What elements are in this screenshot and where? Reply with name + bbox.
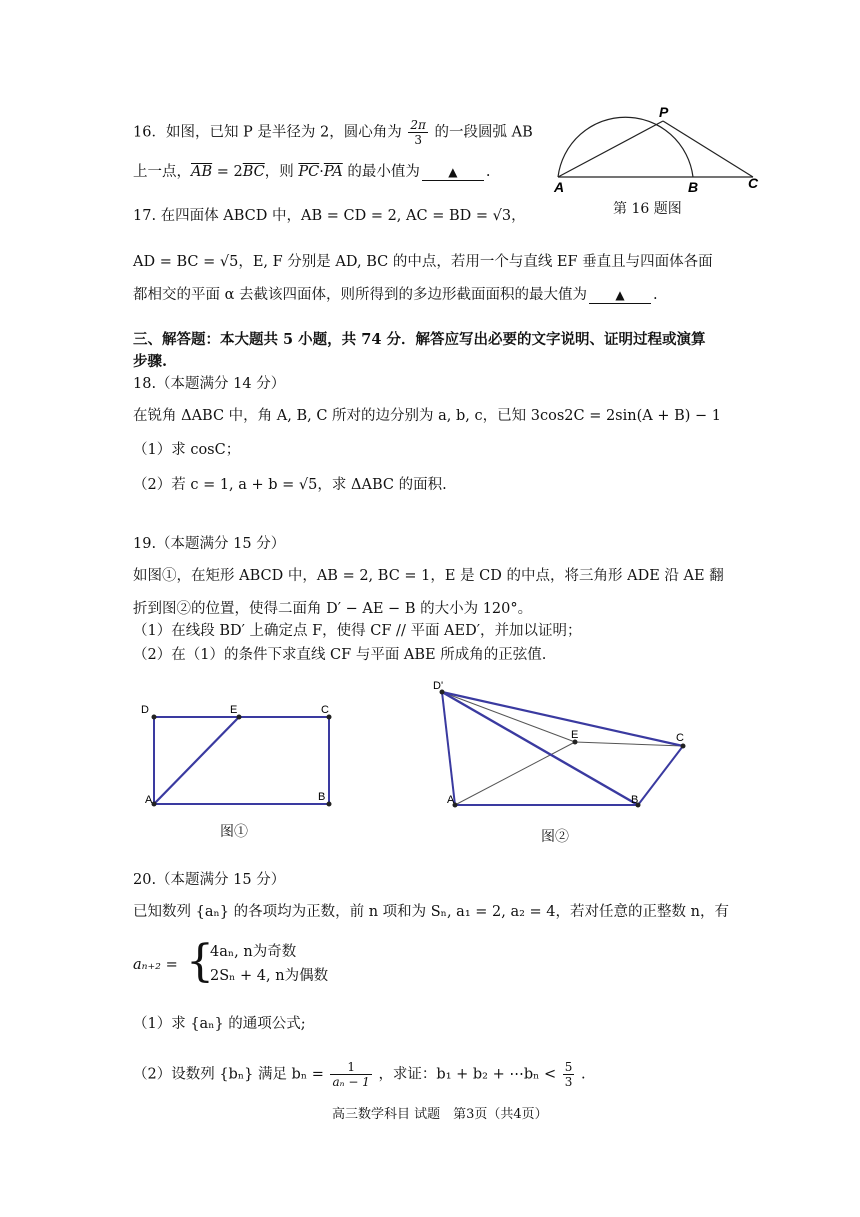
- fig2-label-d: D': [433, 680, 444, 692]
- fig1-label-e: E: [230, 704, 238, 716]
- q16-vec-pa: $\overline{PA}$: [323, 164, 343, 180]
- q16-vec-bc: $\overline{BC}$: [242, 164, 265, 180]
- q16-vec-pc: $\overline{PC}$: [298, 164, 320, 180]
- fig2-label-b: B: [631, 794, 639, 806]
- fig1-label-b: B: [318, 791, 326, 803]
- q17-answer-blank: ▲: [589, 287, 651, 304]
- fig2-seg-dc: [442, 692, 683, 746]
- fig1-rectangle-abcd: [154, 717, 329, 804]
- q19-line2: 折到图②的位置，使得二面角 D′ − AE − B 的大小为 120°。: [133, 601, 533, 617]
- fig1-seg-ae: [154, 717, 239, 804]
- q20-r-fraction: [563, 1060, 575, 1089]
- figure-19-2: [425, 675, 700, 820]
- q19-line1: 如图①，在矩形 ABCD 中，AB = 2, BC = 1，E 是 CD 的中点，将三角形 ADE 沿 AE 翻: [133, 568, 724, 584]
- q16-frac-num: 2π: [410, 118, 426, 132]
- q20-case1: 4aₙ, n为奇数: [210, 944, 297, 960]
- q16-line1: [133, 118, 533, 147]
- q18-line1: 在锐角 ΔABC 中，角 A, B, C 所对的边分别为 a, b, c，已知 3cos2C = 2sin(A + B) − 1: [133, 408, 722, 424]
- q20-b-num: 1: [330, 1060, 371, 1075]
- fig2-seg-db: [442, 692, 638, 805]
- section3-heading-line1: 三、解答题：本大题共 5 小题，共 74 分．解答应写出必要的文字说明、证明过程或演算: [133, 331, 706, 348]
- fig16-caption: 第 16 题图: [613, 201, 682, 217]
- fig2-caption: 图②: [541, 829, 569, 845]
- q19-part1: （1）在线段 BD′ 上确定点 F，使得 CF // 平面 AED′，并加以证明；: [133, 623, 582, 639]
- fig16-label-p: P: [659, 104, 669, 120]
- fig16-label-c: C: [748, 175, 759, 191]
- fig2-point-c: [681, 744, 686, 749]
- fig2-label-c: C: [676, 732, 684, 744]
- fig16-seg-pc: [663, 121, 753, 177]
- fig16-label-a: A: [554, 179, 565, 194]
- fig2-seg-da: [442, 692, 455, 805]
- q16-line2-a: 上一点，: [133, 164, 191, 180]
- q16-answer-blank: ▲: [422, 164, 484, 181]
- q19-part2: （2）在（1）的条件下求直线 CF 与平面 ABE 所成角的正弦值.: [133, 647, 547, 663]
- fig2-label-e: E: [571, 729, 579, 741]
- fig2-seg-ae: [455, 742, 575, 805]
- q16-line1-tail: 的一段圆弧 AB: [434, 124, 533, 141]
- q17-line2: AD = BC = √5，E, F 分别是 AD, BC 的中点，若用一个与直线 EF 垂直且与四面体各面: [133, 254, 713, 270]
- q20-part2-c: .: [581, 1066, 586, 1083]
- q20-r-den: 3: [564, 1075, 573, 1089]
- q20-line1: 已知数列 {aₙ} 的各项均为正数，前 n 项和为 Sₙ, a₁ = 2, a₂ = 4，若对任意的正整数 n，有: [133, 904, 729, 920]
- fig16-label-b: B: [688, 179, 699, 194]
- fig1-label-c: C: [321, 704, 329, 716]
- fig1-point-b: [327, 802, 332, 807]
- q20-heading: 20.（本题满分 15 分）: [133, 872, 286, 888]
- fig1-point-d: [152, 715, 157, 720]
- q17-line1: 17. 在四面体 ABCD 中，AB = CD = 2, AC = BD = √3，: [133, 208, 526, 224]
- q16-fraction: [408, 118, 428, 147]
- q17-line3-text: 都相交的平面 α 去截该四面体，则所得到的多边形截面面积的最大值为: [133, 287, 588, 303]
- fig1-label-a: A: [145, 794, 153, 806]
- q17-line3: [133, 285, 658, 305]
- q20-b-fraction: [330, 1060, 371, 1089]
- q16-dot: ·: [319, 164, 324, 180]
- q17-period: .: [653, 287, 658, 303]
- q20-case2: 2Sₙ + 4, n为偶数: [210, 968, 329, 984]
- q18-part1: （1）求 cosC；: [133, 442, 241, 458]
- q16-eq: = 2: [212, 164, 243, 180]
- q20-b-den: aₙ − 1: [332, 1075, 370, 1089]
- fig1-label-d: D: [141, 704, 149, 716]
- q20-part2-b: ，求证：b₁ + b₂ + ⋯bₙ <: [378, 1066, 557, 1083]
- section3-heading-line2: 步骤.: [133, 353, 168, 370]
- q16-frac-den: 3: [414, 133, 422, 147]
- q16-period: .: [485, 164, 491, 180]
- q18-part2: （2）若 c = 1, a + b = √5，求 ΔABC 的面积.: [133, 477, 447, 493]
- figure-19-1: [135, 698, 350, 818]
- q16-line1-text: 16．如图，已知 P 是半径为 2，圆心角为: [133, 124, 402, 141]
- q20-part1: （1）求 {aₙ} 的通项公式;: [133, 1016, 306, 1032]
- q18-heading: 18.（本题满分 14 分）: [133, 376, 286, 392]
- q20-recurrence-lhs: aₙ₊₂ =: [133, 957, 178, 973]
- fig16-arc: [558, 117, 693, 177]
- q20-brace: {: [186, 936, 214, 987]
- fig2-label-a: A: [447, 794, 455, 806]
- q16-vec-ab: $\overline{AB}$: [191, 164, 213, 180]
- figure-16: [548, 104, 768, 194]
- q19-heading: 19.（本题满分 15 分）: [133, 536, 286, 552]
- q20-part2: [133, 1060, 586, 1089]
- q20-r-num: 5: [564, 1060, 573, 1074]
- q16-line2-c: 的最小值为: [342, 164, 420, 180]
- fig2-seg-cb: [638, 746, 683, 805]
- fig16-seg-ap: [558, 121, 663, 177]
- q16-line2-b: ，则: [264, 164, 299, 180]
- q16-line2: [133, 162, 490, 182]
- q20-part2-a: （2）设数列 {bₙ} 满足 bₙ =: [133, 1066, 324, 1083]
- page-footer: 高三数学科目 试题 第3页（共4页）: [332, 1107, 548, 1122]
- fig1-caption: 图①: [220, 824, 248, 840]
